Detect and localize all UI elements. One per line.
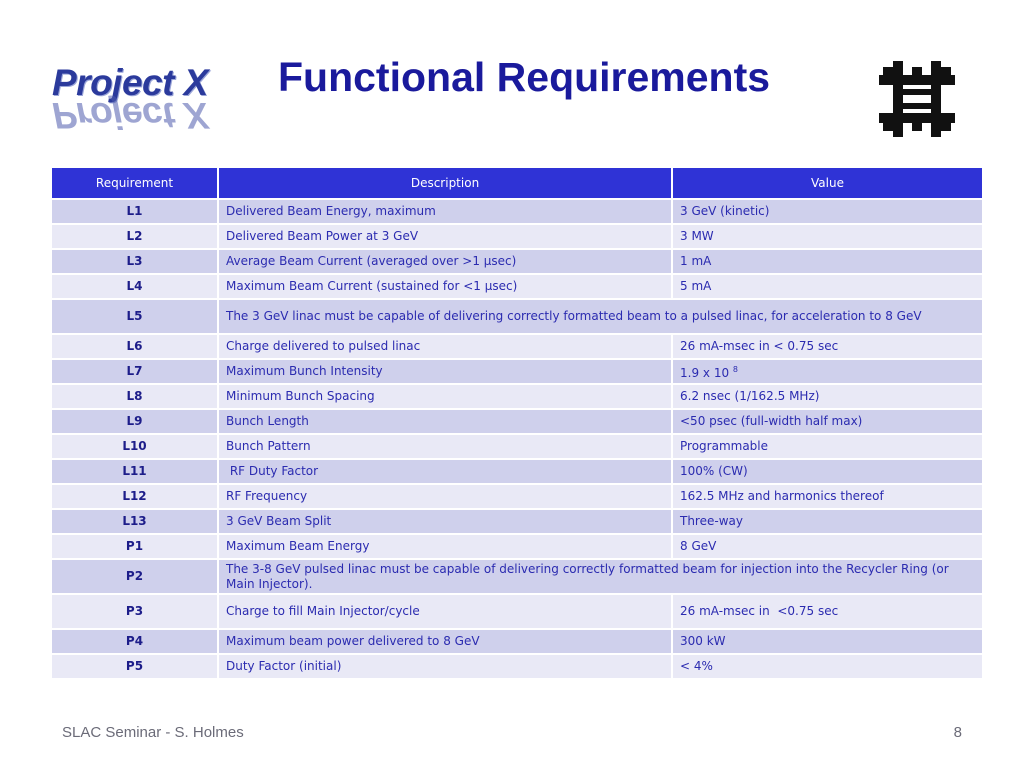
requirement-value: 6.2 nsec (1/162.5 MHz) xyxy=(672,384,983,409)
requirement-value: 26 mA-msec in < 0.75 sec xyxy=(672,334,983,359)
requirement-description: Delivered Beam Energy, maximum xyxy=(218,199,672,224)
requirement-value: 1 mA xyxy=(672,249,983,274)
requirement-value: 5 mA xyxy=(672,274,983,299)
requirement-id: L6 xyxy=(51,334,218,359)
table-row xyxy=(51,384,983,409)
requirement-description: Charge delivered to pulsed linac xyxy=(218,334,672,359)
project-x-logo xyxy=(52,62,252,142)
requirements-table xyxy=(50,166,984,680)
header-requirement: Requirement xyxy=(51,167,218,199)
table-row xyxy=(51,249,983,274)
requirement-description: Duty Factor (initial) xyxy=(218,654,672,679)
fermilab-logo-icon xyxy=(879,61,955,137)
requirement-id: P1 xyxy=(51,534,218,559)
table-row xyxy=(51,334,983,359)
logo-reflection: Project X xyxy=(52,95,208,136)
value-exponent: 8 xyxy=(732,365,739,374)
requirement-description: Maximum Beam Energy xyxy=(218,534,672,559)
requirement-id: L10 xyxy=(51,434,218,459)
requirement-id: L9 xyxy=(51,409,218,434)
table-row xyxy=(51,409,983,434)
requirement-description: Charge to fill Main Injector/cycle xyxy=(218,594,672,629)
requirement-id: L13 xyxy=(51,509,218,534)
requirement-description: The 3-8 GeV pulsed linac must be capable of delivering correctly formatted beam for injection into the Recycler Ring (or Main Injector). xyxy=(218,559,983,594)
table-row xyxy=(51,224,983,249)
requirement-description: RF Frequency xyxy=(218,484,672,509)
requirement-description: Minimum Bunch Spacing xyxy=(218,384,672,409)
requirement-value: 100% (CW) xyxy=(672,459,983,484)
table-row xyxy=(51,484,983,509)
page-title: Functional Requirements xyxy=(278,54,771,100)
table-row xyxy=(51,359,983,384)
requirement-id: P3 xyxy=(51,594,218,629)
requirement-description: The 3 GeV linac must be capable of delivering correctly formatted beam to a pulsed linac, for acceleration to 8 GeV xyxy=(218,299,983,334)
table-row xyxy=(51,459,983,484)
table-row xyxy=(51,199,983,224)
table-row xyxy=(51,534,983,559)
table-row xyxy=(51,594,983,629)
table-row xyxy=(51,509,983,534)
requirement-id: L5 xyxy=(51,299,218,334)
requirement-description: Bunch Length xyxy=(218,409,672,434)
requirement-id: L2 xyxy=(51,224,218,249)
requirement-id: L4 xyxy=(51,274,218,299)
requirement-description: Average Beam Current (averaged over >1 µsec) xyxy=(218,249,672,274)
requirement-value: 162.5 MHz and harmonics thereof xyxy=(672,484,983,509)
requirement-value: 8 GeV xyxy=(672,534,983,559)
requirement-value: <50 psec (full-width half max) xyxy=(672,409,983,434)
table-row xyxy=(51,559,983,594)
header-description: Description xyxy=(218,167,672,199)
requirement-description: Maximum Bunch Intensity xyxy=(218,359,672,384)
requirement-value: Three-way xyxy=(672,509,983,534)
requirement-description: Delivered Beam Power at 3 GeV xyxy=(218,224,672,249)
value-base: 1.9 x 10 xyxy=(680,366,730,380)
requirement-id: P5 xyxy=(51,654,218,679)
requirement-id: P4 xyxy=(51,629,218,654)
requirement-id: L8 xyxy=(51,384,218,409)
table-header-row xyxy=(51,167,983,199)
table-row xyxy=(51,434,983,459)
requirement-description: Maximum Beam Current (sustained for <1 µsec) xyxy=(218,274,672,299)
requirement-description: Maximum beam power delivered to 8 GeV xyxy=(218,629,672,654)
footer-page-number: 8 xyxy=(953,724,962,741)
requirement-value: 26 mA-msec in <0.75 sec xyxy=(672,594,983,629)
requirement-value: < 4% xyxy=(672,654,983,679)
requirement-id: P2 xyxy=(51,559,218,594)
header-value: Value xyxy=(672,167,983,199)
requirement-description: Bunch Pattern xyxy=(218,434,672,459)
requirement-id: L1 xyxy=(51,199,218,224)
requirement-id: L12 xyxy=(51,484,218,509)
requirement-id: L3 xyxy=(51,249,218,274)
requirement-description: RF Duty Factor xyxy=(218,459,672,484)
requirement-value: Programmable xyxy=(672,434,983,459)
table-row xyxy=(51,629,983,654)
table-row xyxy=(51,274,983,299)
footer-presenter: SLAC Seminar - S. Holmes xyxy=(62,724,244,741)
requirement-value xyxy=(672,359,983,384)
requirement-value: 300 kW xyxy=(672,629,983,654)
table-row xyxy=(51,654,983,679)
logo-text: Project X xyxy=(52,62,208,103)
table-row xyxy=(51,299,983,334)
requirement-value: 3 MW xyxy=(672,224,983,249)
requirement-description: 3 GeV Beam Split xyxy=(218,509,672,534)
requirement-id: L7 xyxy=(51,359,218,384)
requirement-id: L11 xyxy=(51,459,218,484)
requirement-value: 3 GeV (kinetic) xyxy=(672,199,983,224)
